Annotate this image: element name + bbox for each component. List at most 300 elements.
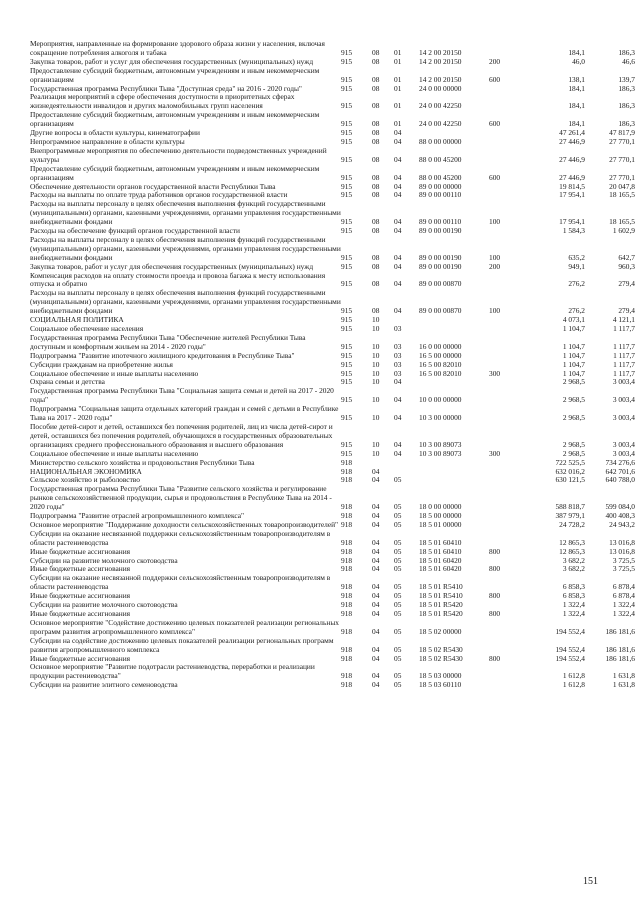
row-target-article: 24 0 00 42250 (419, 101, 462, 111)
row-grbs-code: 915 (341, 448, 353, 458)
row-target-article: 89 0 00 00110 (419, 217, 462, 227)
row-name: Иные бюджетные ассигнования (30, 564, 131, 574)
row-amount-year1: 276,2 (568, 279, 585, 289)
row-amount-year2: 27 770,1 (609, 172, 635, 182)
row-section-code: 04 (372, 591, 380, 601)
row-subsection-code: 05 (394, 653, 402, 663)
row-section-code: 04 (372, 564, 380, 574)
row-target-article: 18 5 02 R5430 (419, 653, 463, 663)
row-expense-type (489, 485, 517, 512)
row-grbs-code: 915 (341, 83, 353, 93)
row-target-article: 18 5 01 60410 (419, 546, 462, 556)
row-grbs-code: 915 (341, 74, 353, 84)
row-subsection-code: 04 (394, 377, 402, 387)
row-name: Предоставление субсидий бюджетным, автономным учреждениям и иным некоммерческим организациям (30, 163, 320, 182)
row-name: Основное мероприятие "Развитие подотрасли растениеводства, переработки и реализации продукции растениеводства" (30, 662, 315, 681)
row-amount-year2: 3 003,4 (612, 413, 635, 423)
row-amount-year1: 1 104,7 (562, 359, 585, 369)
row-grbs-code: 918 (341, 555, 353, 565)
row-grbs-code: 918 (341, 653, 353, 663)
row-section-code: 04 (372, 502, 380, 512)
row-expense-type (489, 530, 517, 548)
row-target-article: 10 3 00 89073 (419, 439, 462, 449)
row-amount-year1: 19 814,5 (559, 181, 585, 191)
row-grbs-code: 918 (341, 519, 353, 529)
row-amount-year2: 960,3 (618, 261, 635, 271)
row-target-article: 16 5 00 82010 (419, 359, 462, 369)
row-expense-type: 800 (489, 591, 501, 601)
table-row (30, 405, 635, 423)
row-section-code: 04 (372, 671, 380, 681)
table-row (30, 663, 635, 681)
row-amount-year2: 186,3 (618, 101, 635, 111)
row-subsection-code: 04 (394, 136, 402, 146)
row-subsection-code: 04 (394, 261, 402, 271)
row-section-code: 04 (372, 519, 380, 529)
row-name: Иные бюджетные ассигнования (30, 546, 131, 556)
row-amount-year1: 1 322,4 (562, 600, 585, 610)
row-subsection-code: 04 (394, 128, 402, 138)
row-name: Закупка товаров, работ и услуг для обеспечения государственных (муниципальных) нужд (30, 56, 314, 66)
row-name: Субсидии гражданам на приобретение жилья (30, 359, 173, 369)
row-expense-type (489, 459, 517, 468)
row-target-article: 18 5 01 60420 (419, 564, 462, 574)
row-section-code: 08 (372, 217, 380, 227)
row-amount-year2: 3 725,5 (612, 564, 635, 574)
row-target-article: 14 2 00 20150 (419, 56, 462, 66)
row-expense-type (489, 637, 517, 655)
row-target-article: 88 0 00 00000 (419, 136, 462, 146)
row-section-code: 08 (372, 154, 380, 164)
row-grbs-code: 915 (341, 119, 353, 129)
row-amount-year2: 186 181,6 (605, 653, 635, 663)
row-amount-year2: 640 788,0 (605, 475, 635, 485)
row-amount-year2: 279,4 (618, 279, 635, 289)
row-amount-year1: 722 525,5 (555, 457, 585, 467)
table-row (30, 111, 635, 129)
row-amount-year1: 6 858,3 (562, 582, 585, 592)
row-name: Подпрограмма "Социальная защита отдельных категорий граждан и семей с детьми в Республике Тыва на 2017 - 2020 годы" (30, 404, 339, 423)
row-name: Основное мероприятие "Поддержание доходности сельскохозяйственных товаропроизводителей" (30, 519, 339, 529)
row-expense-type (489, 191, 517, 200)
row-amount-year2: 1 117,7 (613, 368, 635, 378)
row-amount-year1: 1 104,7 (562, 368, 585, 378)
row-subsection-code: 03 (394, 368, 402, 378)
row-subsection-code: 04 (394, 154, 402, 164)
row-grbs-code: 918 (341, 600, 353, 610)
row-target-article: 14 2 00 20150 (419, 74, 462, 84)
row-amount-year1: 1 104,7 (562, 341, 585, 351)
row-amount-year1: 949,1 (568, 261, 585, 271)
row-amount-year1: 2 968,5 (562, 439, 585, 449)
row-section-code: 08 (372, 56, 380, 66)
row-amount-year1: 276,2 (568, 306, 585, 316)
row-section-code: 08 (372, 306, 380, 316)
row-subsection-code: 04 (394, 217, 402, 227)
row-amount-year1: 194 552,4 (555, 653, 585, 663)
row-section-code: 04 (372, 680, 380, 690)
row-expense-type (489, 352, 517, 361)
row-target-article: 16 5 00 82010 (419, 368, 462, 378)
row-amount-year1: 184,1 (568, 119, 585, 129)
row-name: Субсидии на развитие элитного семеноводства (30, 680, 178, 690)
row-amount-year2: 24 943,2 (609, 519, 635, 529)
row-target-article: 18 5 03 00000 (419, 671, 462, 681)
row-grbs-code: 918 (341, 537, 353, 547)
row-name: Иные бюджетные ассигнования (30, 609, 131, 618)
row-name: Расходы на обеспечение функций органов государственной власти (30, 226, 240, 236)
row-amount-year2: 1 602,9 (612, 226, 635, 236)
row-target-article: 18 5 01 60420 (419, 555, 462, 565)
row-section-code: 10 (372, 350, 380, 360)
row-subsection-code: 05 (394, 671, 402, 681)
row-grbs-code: 915 (341, 377, 353, 387)
row-amount-year2: 1 117,7 (613, 324, 635, 333)
row-subsection-code: 04 (394, 306, 402, 316)
page-number: 151 (583, 876, 598, 887)
row-name: Внепрограммные мероприятия по обеспечению деятельности подведомственных учреждений культуры (30, 145, 327, 164)
row-expense-type: 100 (489, 217, 501, 227)
row-name: Расходы на выплаты персоналу в целях обеспечения выполнения функций государственными (муниципальными) органами, казенными учреждениями, органами управления государственными внебюджетными фондами (30, 234, 341, 262)
row-section-code: 04 (372, 466, 380, 476)
row-subsection-code: 01 (394, 56, 402, 66)
row-target-article (419, 468, 489, 477)
row-expense-type (489, 378, 517, 387)
row-target-article: 18 0 00 00000 (419, 502, 462, 512)
row-name: Расходы на выплаты персоналу в целях обеспечения выполнения функций государственными (муниципальными) органами, казенными учреждениями, органами управления государственными внебюджетными фондами (30, 288, 341, 316)
row-expense-type: 200 (489, 56, 501, 66)
row-amount-year1: 17 954,1 (559, 190, 585, 200)
row-subsection-code: 01 (394, 74, 402, 84)
row-target-article: 89 0 00 00190 (419, 252, 462, 262)
row-name: Подпрограмма "Развитие ипотечного жилищного кредитования в Республике Тыва" (30, 350, 295, 360)
row-expense-type (489, 325, 517, 334)
row-grbs-code: 915 (341, 261, 353, 271)
row-subsection-code: 05 (394, 626, 402, 636)
row-subsection-code: 04 (394, 226, 402, 236)
row-target-article: 14 2 00 20150 (419, 47, 462, 57)
row-section-code: 08 (372, 261, 380, 271)
row-amount-year1: 184,1 (568, 47, 585, 57)
row-name: Основное мероприятие "Содействие достижению целевых показателей реализации региональных программ развития агропромышленного комплекса" (30, 617, 339, 636)
row-expense-type (489, 183, 517, 192)
row-name: Субсидии на содействие достижению целевых показателей реализации региональных программ развития агропромышленного комплекса (30, 635, 334, 654)
row-expense-type (489, 468, 517, 477)
row-target-article: 18 5 01 R5420 (419, 600, 463, 610)
row-expense-type: 600 (489, 172, 501, 182)
row-expense-type: 800 (489, 546, 501, 556)
row-amount-year2: 6 878,4 (612, 591, 635, 601)
row-name: Министерство сельского хозяйства и продовольствия Республики Тыва (30, 457, 255, 467)
row-grbs-code: 915 (341, 172, 353, 182)
row-amount-year1: 387 979,1 (555, 511, 585, 521)
row-amount-year2: 6 878,4 (612, 582, 635, 592)
row-amount-year2: 1 117,7 (613, 341, 635, 351)
row-amount-year1: 47 261,4 (559, 128, 585, 138)
row-subsection-code: 04 (394, 448, 402, 458)
table-row (30, 485, 635, 512)
row-subsection-code: 04 (394, 181, 402, 191)
row-name: Непрограммное направление в области культуры (30, 136, 185, 146)
row-grbs-code: 918 (341, 502, 353, 512)
row-expense-type (489, 423, 517, 450)
table-row (30, 619, 635, 637)
row-expense-type (489, 316, 517, 325)
row-expense-type (489, 129, 517, 138)
row-target-article: 16 0 00 00000 (419, 341, 462, 351)
row-grbs-code: 915 (341, 306, 353, 316)
row-grbs-code: 915 (341, 101, 353, 111)
row-grbs-code: 915 (341, 226, 353, 236)
row-amount-year2: 1 117,7 (613, 359, 635, 369)
row-section-code: 04 (372, 653, 380, 663)
row-section-code: 10 (372, 324, 380, 333)
row-grbs-code: 915 (341, 217, 353, 227)
row-subsection-code: 03 (394, 324, 402, 333)
row-section-code: 08 (372, 83, 380, 93)
row-target-article: 18 5 01 R5420 (419, 609, 463, 618)
row-grbs-code: 915 (341, 252, 353, 262)
row-expense-type (489, 85, 517, 94)
row-grbs-code: 918 (341, 546, 353, 556)
row-expense-type (489, 512, 517, 521)
row-name: НАЦИОНАЛЬНАЯ ЭКОНОМИКА (30, 466, 142, 476)
row-expense-type: 300 (489, 448, 501, 458)
row-expense-type (489, 334, 517, 352)
budget-table (30, 40, 635, 690)
row-expense-type (489, 574, 517, 592)
row-expense-type: 300 (489, 368, 501, 378)
table-row (30, 272, 635, 290)
row-amount-year1: 27 446,9 (559, 136, 585, 146)
row-target-article: 18 5 02 00000 (419, 626, 462, 636)
row-subsection-code: 05 (394, 502, 402, 512)
row-name: Реализация мероприятий в сфере обеспечения доступности в приоритетных сферах жизнедеятельности инвалидов и других маломобильных групп населения (30, 92, 295, 111)
row-target-article: 10 3 00 00000 (419, 413, 462, 423)
row-amount-year2: 46,6 (622, 56, 635, 66)
row-subsection-code: 05 (394, 600, 402, 610)
row-subsection-code: 03 (394, 341, 402, 351)
row-grbs-code: 918 (341, 564, 353, 574)
row-target-article: 89 0 00 00870 (419, 279, 462, 289)
row-target-article (419, 378, 489, 387)
row-subsection-code: 05 (394, 511, 402, 521)
table-row (30, 681, 635, 690)
row-amount-year1: 4 073,1 (562, 315, 585, 325)
row-name: Социальное обеспечение населения (30, 324, 144, 333)
row-expense-type: 800 (489, 653, 501, 663)
row-name: СОЦИАЛЬНАЯ ПОЛИТИКА (30, 315, 124, 325)
row-amount-year2: 734 276,6 (605, 457, 635, 467)
row-name: Пособие детей-сирот и детей, оставшихся без попечения родителей, лиц из числа детей-сирот и детей, оставшихся без попечения родителей, обучающихся в государственных образовательных организациях среднего профессионального образования и высшего образования (30, 421, 333, 449)
row-section-code: 04 (372, 546, 380, 556)
row-target-article (419, 476, 489, 485)
table-row (30, 334, 635, 352)
row-amount-year2: 186,3 (618, 119, 635, 129)
row-grbs-code: 915 (341, 315, 353, 325)
row-amount-year2: 186 181,6 (605, 626, 635, 636)
row-subsection-code: 05 (394, 609, 402, 618)
row-section-code: 08 (372, 190, 380, 200)
row-subsection-code: 05 (394, 555, 402, 565)
row-grbs-code: 918 (341, 457, 353, 467)
row-amount-year1: 632 016,2 (555, 466, 585, 476)
row-grbs-code: 918 (341, 475, 353, 485)
row-amount-year1: 46,0 (572, 56, 585, 66)
row-name: Социальное обеспечение и иные выплаты населению (30, 448, 199, 458)
row-grbs-code: 915 (341, 439, 353, 449)
row-amount-year2: 20 047,8 (609, 181, 635, 191)
row-amount-year2: 47 817,9 (609, 128, 635, 138)
row-section-code: 04 (372, 582, 380, 592)
row-section-code: 10 (372, 368, 380, 378)
row-expense-type (489, 138, 517, 147)
row-amount-year1: 194 552,4 (555, 644, 585, 654)
row-target-article (419, 459, 489, 468)
row-section-code: 08 (372, 226, 380, 236)
row-target-article: 18 5 01 R5410 (419, 582, 463, 592)
row-amount-year1: 630 121,5 (555, 475, 585, 485)
row-name: Субсидии на оказание несвязанной поддержки сельскохозяйственным товаропроизводителям в области растениеводства (30, 573, 331, 592)
row-subsection-code: 04 (394, 190, 402, 200)
table-row (30, 67, 635, 85)
row-amount-year1: 12 865,3 (559, 546, 585, 556)
table-row (30, 387, 635, 405)
row-expense-type: 100 (489, 252, 501, 262)
row-subsection-code: 05 (394, 680, 402, 690)
row-amount-year2: 186,3 (618, 83, 635, 93)
row-amount-year2: 279,4 (618, 306, 635, 316)
row-section-code: 04 (372, 600, 380, 610)
row-amount-year1: 2 968,5 (562, 377, 585, 387)
row-target-article: 18 5 03 60110 (419, 680, 462, 690)
row-section-code: 04 (372, 644, 380, 654)
row-name: Государственная программа Республики Тыва "Развитие сельского хозяйства и регулирование рынков сельскохозяйственной продукции, сырья и продовольствия в Республике Тыва на 2014 - 2020 годы" (30, 484, 332, 512)
row-grbs-code: 915 (341, 324, 353, 333)
row-subsection-code: 01 (394, 101, 402, 111)
row-subsection-code: 05 (394, 475, 402, 485)
row-expense-type: 600 (489, 74, 501, 84)
row-grbs-code: 918 (341, 466, 353, 476)
row-target-article: 24 0 00 42250 (419, 119, 462, 129)
row-grbs-code: 915 (341, 47, 353, 57)
row-amount-year2: 3 003,4 (612, 448, 635, 458)
row-grbs-code: 915 (341, 154, 353, 164)
row-amount-year1: 2 968,5 (562, 448, 585, 458)
row-target-article: 18 5 01 R5410 (419, 591, 463, 601)
row-name: Государственная программа Республики Тыва "Доступная среда" на 2016 - 2020 годы" (30, 83, 302, 93)
row-target-article: 18 5 01 00000 (419, 519, 462, 529)
row-subsection-code: 04 (394, 279, 402, 289)
row-name: Субсидии на развитие молочного скотоводства (30, 555, 178, 565)
row-target-article (419, 325, 489, 334)
row-amount-year1: 2 968,5 (562, 395, 585, 405)
row-target-article: 18 5 00 00000 (419, 511, 462, 521)
row-grbs-code: 918 (341, 626, 353, 636)
row-section-code: 08 (372, 47, 380, 57)
row-amount-year1: 1 322,4 (562, 609, 585, 618)
row-amount-year2: 1 322,4 (612, 609, 635, 618)
row-name: Сельское хозяйство и рыболовство (30, 475, 140, 485)
row-amount-year1: 588 818,7 (555, 502, 585, 512)
row-amount-year2: 186,3 (618, 47, 635, 57)
row-amount-year2: 4 121,1 (612, 315, 635, 325)
row-amount-year1: 184,1 (568, 101, 585, 111)
row-name: Подпрограмма "Развитие отраслей агропромышленного комплекса" (30, 511, 245, 521)
row-target-article: 10 0 00 00000 (419, 395, 462, 405)
row-amount-year1: 138,1 (568, 74, 585, 84)
row-amount-year1: 2 968,5 (562, 413, 585, 423)
row-name: Иные бюджетные ассигнования (30, 591, 131, 601)
row-amount-year1: 635,2 (568, 252, 585, 262)
row-amount-year1: 3 682,2 (562, 564, 585, 574)
row-subsection-code: 04 (394, 395, 402, 405)
row-section-code: 08 (372, 279, 380, 289)
row-amount-year2: 13 016,8 (609, 546, 635, 556)
row-section-code: 08 (372, 101, 380, 111)
row-section-code: 08 (372, 74, 380, 84)
row-section-code: 04 (372, 626, 380, 636)
row-amount-year1: 17 954,1 (559, 217, 585, 227)
row-section-code: 10 (372, 395, 380, 405)
row-section-code: 10 (372, 315, 380, 325)
row-section-code: 10 (372, 413, 380, 423)
row-subsection-code: 05 (394, 519, 402, 529)
row-name: Субсидии на развитие молочного скотоводства (30, 600, 178, 610)
row-section-code: 10 (372, 359, 380, 369)
row-section-code: 10 (372, 341, 380, 351)
row-subsection-code: 01 (394, 119, 402, 129)
row-amount-year2: 642 701,6 (605, 466, 635, 476)
row-target-article: 89 0 00 00110 (419, 190, 462, 200)
row-amount-year1: 27 446,9 (559, 154, 585, 164)
row-section-code: 10 (372, 439, 380, 449)
row-target-article: 89 0 00 00000 (419, 181, 462, 191)
row-name: Мероприятия, направленные на формирование здорового образа жизни у населения, включая сокращение потребления алкоголя и табака (30, 39, 325, 57)
row-subsection-code: 03 (394, 359, 402, 369)
row-expense-type (489, 521, 517, 530)
row-amount-year2: 400 408,3 (605, 511, 635, 521)
row-grbs-code: 915 (341, 395, 353, 405)
row-target-article: 10 3 00 89073 (419, 448, 462, 458)
row-section-code: 08 (372, 172, 380, 182)
row-expense-type (489, 147, 517, 165)
table-row (30, 370, 635, 379)
row-name: Субсидии на оказание несвязанной поддержки сельскохозяйственным товаропроизводителям в области растениеводства (30, 528, 331, 547)
row-amount-year1: 1 104,7 (562, 324, 585, 333)
row-amount-year1: 1 612,8 (562, 671, 585, 681)
row-subsection-code: 01 (394, 47, 402, 57)
row-section-code: 04 (372, 555, 380, 565)
row-amount-year1: 6 858,3 (562, 591, 585, 601)
row-amount-year2: 642,7 (618, 252, 635, 262)
row-name: Расходы на выплаты персоналу в целях обеспечения выполнения функций государственными (муниципальными) органами, казенными учреждениями, органами управления государственными внебюджетными фондами (30, 199, 341, 227)
row-target-article: 18 5 01 60410 (419, 537, 462, 547)
row-expense-type (489, 40, 517, 58)
table-row (30, 147, 635, 165)
row-name: Обеспечение деятельности органов государственной власти Республики Тыва (30, 181, 276, 191)
row-section-code: 04 (372, 475, 380, 485)
row-subsection-code: 04 (394, 252, 402, 262)
row-amount-year1: 194 552,4 (555, 626, 585, 636)
row-amount-year1: 1 584,3 (562, 226, 585, 236)
row-subsection-code: 05 (394, 644, 402, 654)
row-grbs-code: 918 (341, 591, 353, 601)
table-row (30, 289, 635, 316)
row-grbs-code: 918 (341, 680, 353, 690)
row-expense-type (489, 619, 517, 637)
row-amount-year2: 599 084,0 (605, 502, 635, 512)
